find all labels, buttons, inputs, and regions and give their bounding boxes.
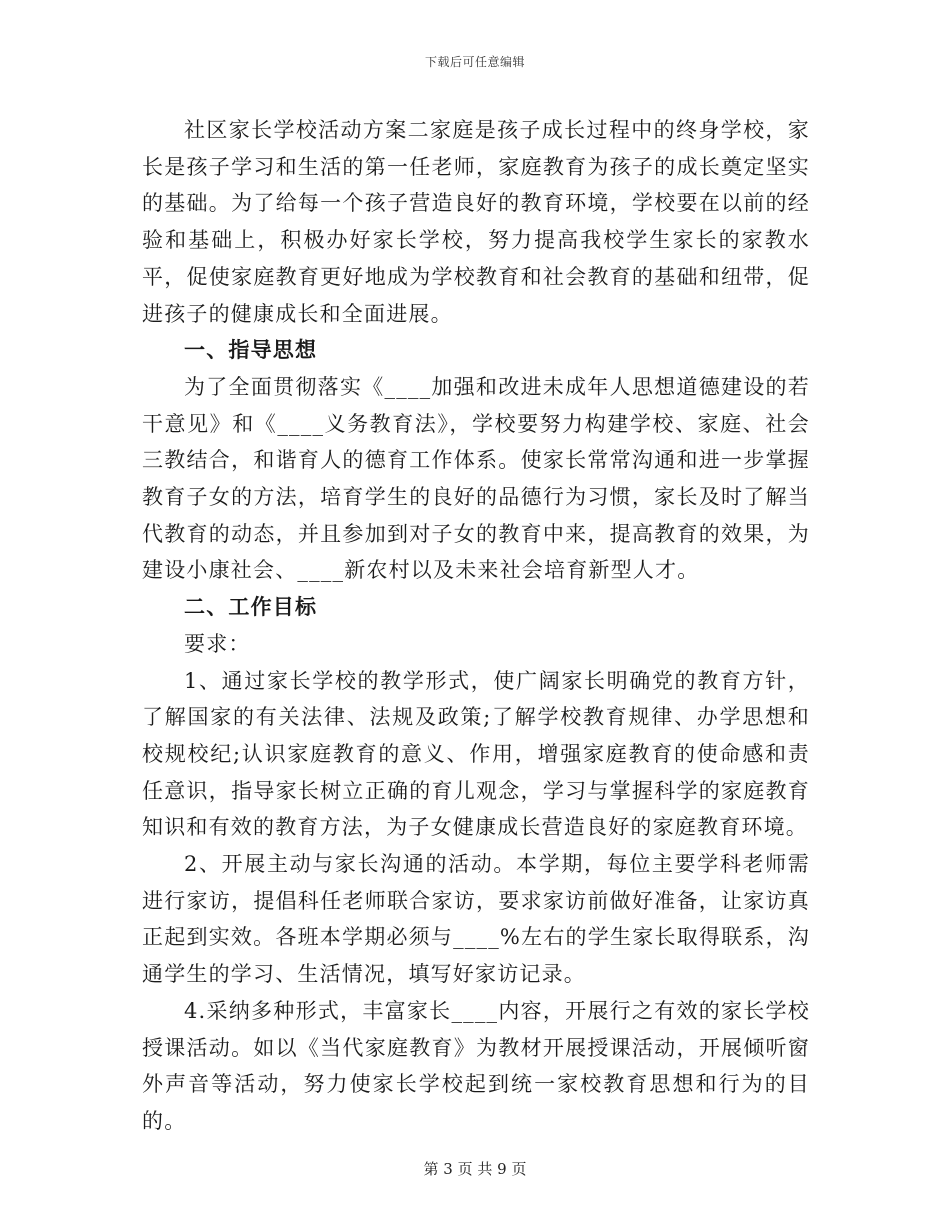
- intro-paragraph: 社区家长学校活动方案二家庭是孩子成长过程中的终身学校，家长是孩子学习和生活的第一任老师，家庭教育为孩子的成长奠定坚实的基础。为了给每一个孩子营造良好的教育环境，学校要在以前的经验和基础上，积极办好家长学校，努力提高我校学生家长的家教水平，促使家庭教育更好地成为学校教育和社会教育的基础和纽带，促进孩子的健康成长和全面进展。: [142, 118, 810, 326]
- goal-item-1: 1、通过家长学校的教学形式，使广阔家长明确党的教育方针，了解国家的有关法律、法规及政策;了解学校教育规律、办学思想和校规校纪;认识家庭教育的意义、作用，增强家庭教育的使命感和责任意识，指导家长树立正确的育儿观念，学习与掌握科学的家庭教育知识和有效的教育方法，为子女健康成长营造良好的家庭教育环境。: [142, 668, 810, 840]
- requirements-label: 要求：: [184, 631, 251, 656]
- goal-item-4: 4.采纳多种形式，丰富家长____内容，开展行之有效的家长学校授课活动。如以《当代家庭教育》为教材开展授课活动，开展倾听窗外声音等活动，努力使家长学校起到统一家校教育思想和行为的目的。: [142, 998, 810, 1133]
- goal-item-2: 2、开展主动与家长沟通的活动。本学期，每位主要学科老师需进行家访，提倡科任老师联合家访，要求家访前做好准备，让家访真正起到实效。各班本学期必须与____%左右的学生家长取得联系，沟通学生的学习、生活情况，填写好家访记录。: [142, 852, 810, 987]
- page-number: 第 3 页 共 9 页: [423, 1160, 527, 1178]
- section-heading-guiding-ideology: 一、指导思想: [184, 337, 318, 363]
- page-header-note: 下载后可任意编辑: [424, 55, 525, 69]
- document-body: [142, 112, 810, 1140]
- section-heading-work-goals: 二、工作目标: [184, 594, 318, 620]
- guiding-ideology-paragraph: 为了全面贯彻落实《____加强和改进未成年人思想道德建设的若干意见》和《____义务教育法》，学校要努力构建学校、家庭、社会三教结合，和谐育人的德育工作体系。使家长常常沟通和进一步掌握教育子女的方法，培育学生的良好的品德行为习惯，家长及时了解当代教育的动态，并且参加到对子女的教育中来，提高教育的效果，为建设小康社会、____新农村以及未来社会培育新型人才。: [142, 374, 810, 583]
